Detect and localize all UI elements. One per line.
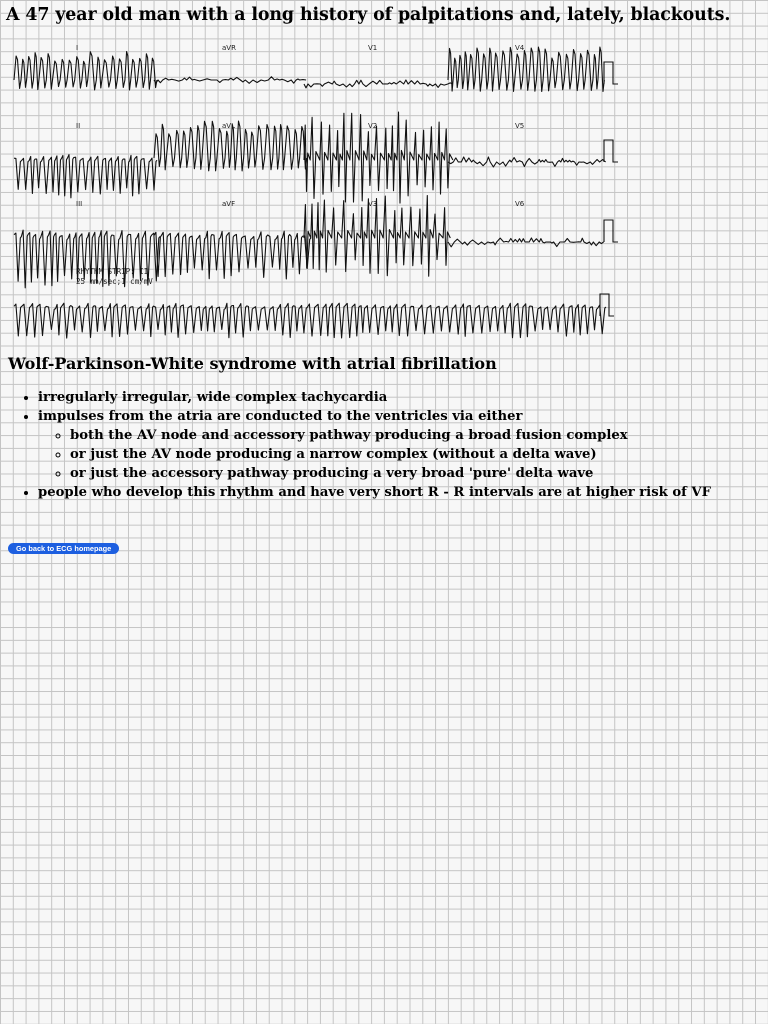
rhythm-strip-speed-label: 25 mm/sec;1 cm/mV [76,277,153,286]
subfinding-delta: ◦ or just the accessory pathway producing a very broad 'pure' delta wave [70,464,768,483]
diagnosis-heading: Wolf-Parkinson-White syndrome with atrial fibrillation [8,354,497,373]
trace-lead-v3 [304,196,450,277]
trace-lead-v6 [448,238,604,247]
lead-label-v3: V3 [368,200,378,208]
trace-lead-avr [154,77,306,84]
trace-lead-ii [14,155,157,198]
lead-label-v6: V6 [515,200,525,208]
trace-lead-v1 [304,80,453,88]
page-title: A 47 year old man with a long history of palpitations and, lately, blackouts. [6,5,731,25]
trace-lead-v5 [448,157,606,167]
subfinding-fusion: ◦ both the AV node and accessory pathway producing a broad fusion complex [70,426,768,445]
calibration-pulse-row2 [604,140,618,162]
trace-lead-i [14,52,157,91]
trace-lead-v2 [304,112,453,203]
finding-conduction [38,407,768,483]
trace-rhythm-strip [14,303,606,338]
lead-label-v1: V1 [368,44,378,52]
ecg-svg [8,40,628,340]
calibration-pulse-row4 [600,294,614,316]
back-to-homepage-button[interactable]: Go back to ECG homepage [8,543,119,554]
finding-irregular: • irregularly irregular, wide complex tachycardia [38,388,768,407]
lead-label-avr: aVR [222,44,236,52]
lead-label-ii: II [76,122,81,130]
conduction-sublist [38,426,768,483]
ecg-trace-group [14,47,618,338]
trace-lead-avf [154,231,311,279]
lead-label-avf: aVF [222,200,236,208]
rhythm-strip-label: RHYTHM STRIP: II [76,267,149,276]
lead-label-iii: III [76,200,83,208]
finding-conduction-text: impulses from the atria are conducted to the ventricles via either [38,409,523,424]
ecg-tracing [8,40,628,340]
lead-label-i: I [76,44,79,52]
lead-label-v5: V5 [515,122,525,130]
lead-label-v2: V2 [368,122,378,130]
calibration-pulse-row1 [604,62,618,84]
lead-label-v4: V4 [515,44,525,52]
trace-lead-v4 [448,47,604,91]
lead-label-avl: aVL [222,122,235,130]
finding-risk: • people who develop this rhythm and have very short R - R intervals are at higher risk of VF [38,483,768,502]
findings-list [18,388,768,502]
subfinding-narrow: ◦ or just the AV node producing a narrow complex (without a delta wave) [70,445,768,464]
calibration-pulse-row3 [604,220,618,242]
